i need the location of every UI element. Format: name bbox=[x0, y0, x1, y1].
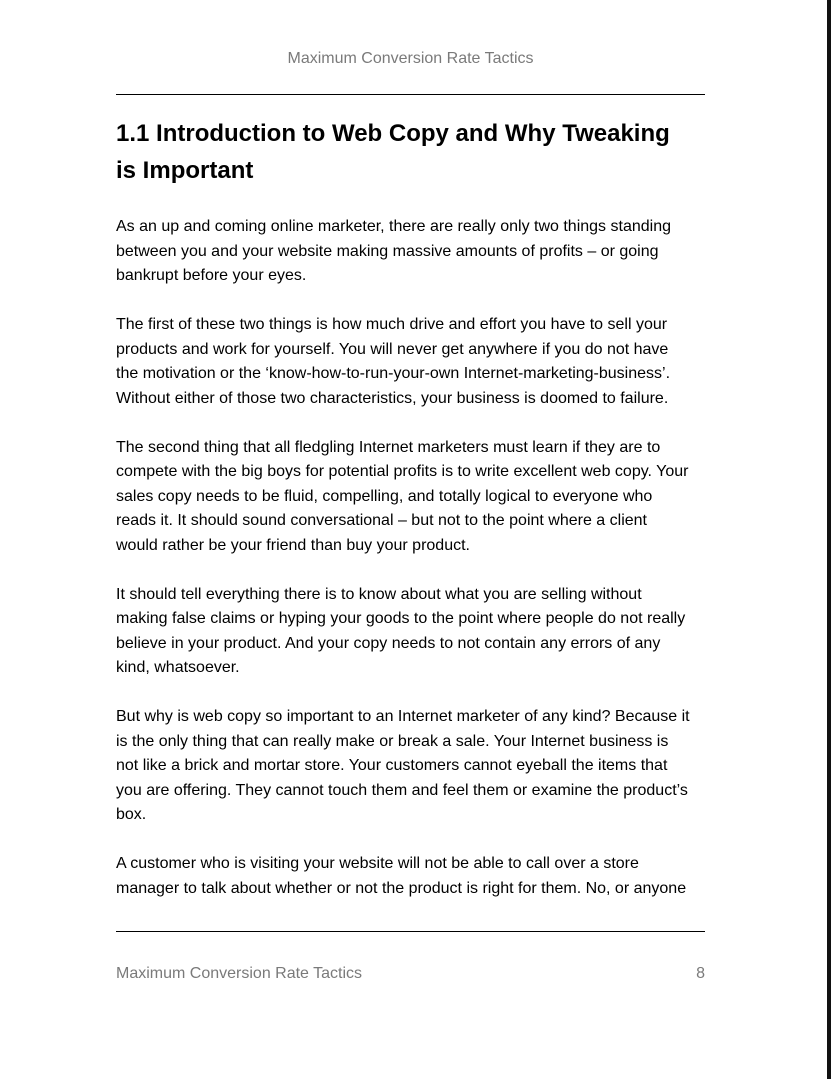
paragraph-line: kind, whatsoever. bbox=[116, 659, 240, 676]
section-heading-line-1: 1.1 Introduction to Web Copy and Why Tweaking bbox=[116, 120, 670, 147]
page-number: 8 bbox=[696, 965, 705, 982]
paragraph-line: The second thing that all fledgling Internet marketers must learn if they are to bbox=[116, 438, 661, 456]
header-divider bbox=[116, 94, 705, 95]
paragraph-line: box. bbox=[116, 806, 147, 823]
paragraph-4 bbox=[116, 583, 708, 681]
paragraph-line: making false claims or hyping your goods to the point where people do not really bbox=[116, 610, 686, 627]
footer-divider bbox=[116, 931, 705, 932]
paragraph-1 bbox=[116, 215, 708, 289]
paragraph-line: the motivation or the ‘know-how-to-run-your-own Internet-marketing-business’. bbox=[116, 365, 671, 382]
section-heading bbox=[116, 115, 716, 189]
paragraph-line: Without either of those two characteristics, your business is doomed to failure. bbox=[116, 389, 669, 407]
paragraph-line: between you and your website making massive amounts of profits – or going bbox=[116, 242, 659, 260]
paragraph-line: As an up and coming online marketer, there are really only two things standing bbox=[116, 218, 671, 235]
paragraph-line: is the only thing that can really make or break a sale. Your Internet business is bbox=[116, 732, 669, 750]
paragraph-line: sales copy needs to be fluid, compelling, and totally logical to everyone who bbox=[116, 487, 653, 505]
paragraph-line: It should tell everything there is to know about what you are selling without bbox=[116, 585, 642, 603]
paragraph-line: believe in your product. And your copy needs to not contain any errors of any bbox=[116, 634, 661, 652]
page-edge-border bbox=[827, 0, 831, 1079]
section-heading-line-2: is Important bbox=[116, 157, 254, 184]
paragraph-line: A customer who is visiting your website will not be able to call over a store bbox=[116, 855, 639, 872]
paragraph-3 bbox=[116, 436, 708, 559]
paragraph-5 bbox=[116, 705, 708, 828]
paragraph-line: products and work for yourself. You will never get anywhere if you do not have bbox=[116, 340, 669, 358]
paragraph-line: not like a brick and mortar store. Your customers cannot eyeball the items that bbox=[116, 757, 668, 774]
paragraph-line: compete with the big boys for potential profits is to write excellent web copy. Your bbox=[116, 463, 689, 480]
paragraph-6 bbox=[116, 852, 708, 901]
paragraph-2 bbox=[116, 313, 708, 411]
running-footer: Maximum Conversion Rate Tactics bbox=[116, 965, 363, 982]
body-text bbox=[116, 215, 708, 926]
paragraph-line: manager to talk about whether or not the product is right for them. No, or anyone bbox=[116, 879, 687, 897]
paragraph-line: bankrupt before your eyes. bbox=[116, 267, 307, 284]
running-header: Maximum Conversion Rate Tactics bbox=[287, 50, 534, 67]
paragraph-line: you are offering. They cannot touch them and feel them or examine the product’s bbox=[116, 781, 688, 799]
paragraph-line: But why is web copy so important to an Internet marketer of any kind? Because it bbox=[116, 708, 690, 725]
paragraph-line: would rather be your friend than buy your product. bbox=[116, 536, 470, 554]
paragraph-line: The first of these two things is how much drive and effort you have to sell your bbox=[116, 316, 668, 333]
paragraph-line: reads it. It should sound conversational – but not to the point where a client bbox=[116, 512, 647, 529]
